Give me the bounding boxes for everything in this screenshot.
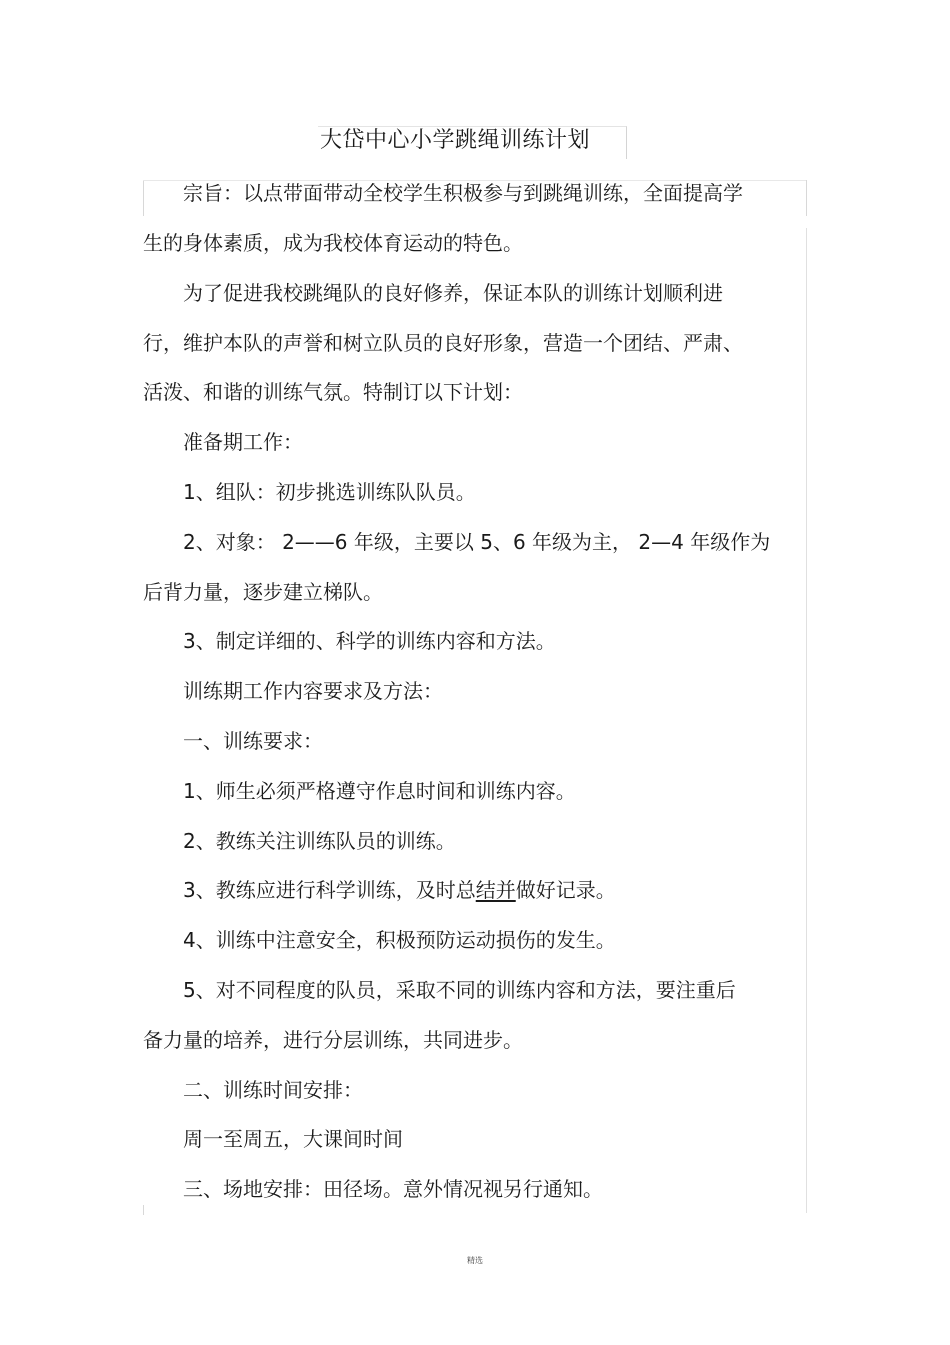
section-heading: 三、场地安排：田径场。意外情况视另行通知。 — [183, 1177, 603, 1201]
paragraph-line: 活泼、和谐的训练气氛。特制订以下计划： — [143, 380, 523, 404]
section-heading: 准备期工作： — [183, 430, 303, 454]
paragraph-line: 宗旨：以点带面带动全校学生积极参与到跳绳训练，全面提高学 — [183, 181, 743, 205]
section-heading: 一、训练要求： — [183, 729, 323, 753]
paragraph-line: 行，维护本队的声誉和树立队员的良好形象，营造一个团结、严肃、 — [143, 331, 743, 355]
document-title: 大岱中心小学跳绳训练计划 — [320, 128, 591, 153]
paragraph-line: 周一至周五，大课间时间 — [183, 1127, 403, 1151]
paragraph-line: 备力量的培养，进行分层训练，共同进步。 — [143, 1028, 523, 1052]
frame-line-right — [806, 180, 807, 216]
list-item: 1、师生必须严格遵守作息时间和训练内容。 — [183, 779, 576, 803]
list-item: 2、对象： 2——6 年级，主要以 5、6 年级为主， 2—4 年级作为 — [183, 530, 771, 554]
paragraph-line: 为了促进我校跳绳队的良好修养，保证本队的训练计划顺利进 — [183, 281, 723, 305]
section-heading: 训练期工作内容要求及方法： — [183, 679, 443, 703]
paragraph-line: 后背力量，逐步建立梯队。 — [143, 580, 383, 604]
list-item: 5、对不同程度的队员，采取不同的训练内容和方法，要注重后 — [183, 978, 736, 1002]
section-heading: 二、训练时间安排： — [183, 1078, 363, 1102]
underlined-text: 结并 — [475, 878, 516, 902]
list-item — [183, 877, 616, 903]
list-item: 4、训练中注意安全，积极预防运动损伤的发生。 — [183, 928, 616, 952]
list-item: 3、制定详细的、科学的训练内容和方法。 — [183, 629, 556, 653]
frame-line-left-bottom — [143, 1205, 144, 1215]
paragraph-line: 生的身体素质，成为我校体育运动的特色。 — [143, 231, 523, 255]
list-item: 2、教练关注训练队员的训练。 — [183, 829, 456, 853]
list-item-text: 3、教练应进行科学训练，及时总 — [183, 878, 476, 902]
frame-line-right-long — [806, 228, 807, 1213]
frame-line-left — [143, 180, 144, 216]
page-footer: 精选 — [467, 1256, 483, 1265]
list-item-text: 做好记录。 — [515, 878, 616, 902]
list-item: 1、组队：初步挑选训练队队员。 — [183, 480, 476, 504]
